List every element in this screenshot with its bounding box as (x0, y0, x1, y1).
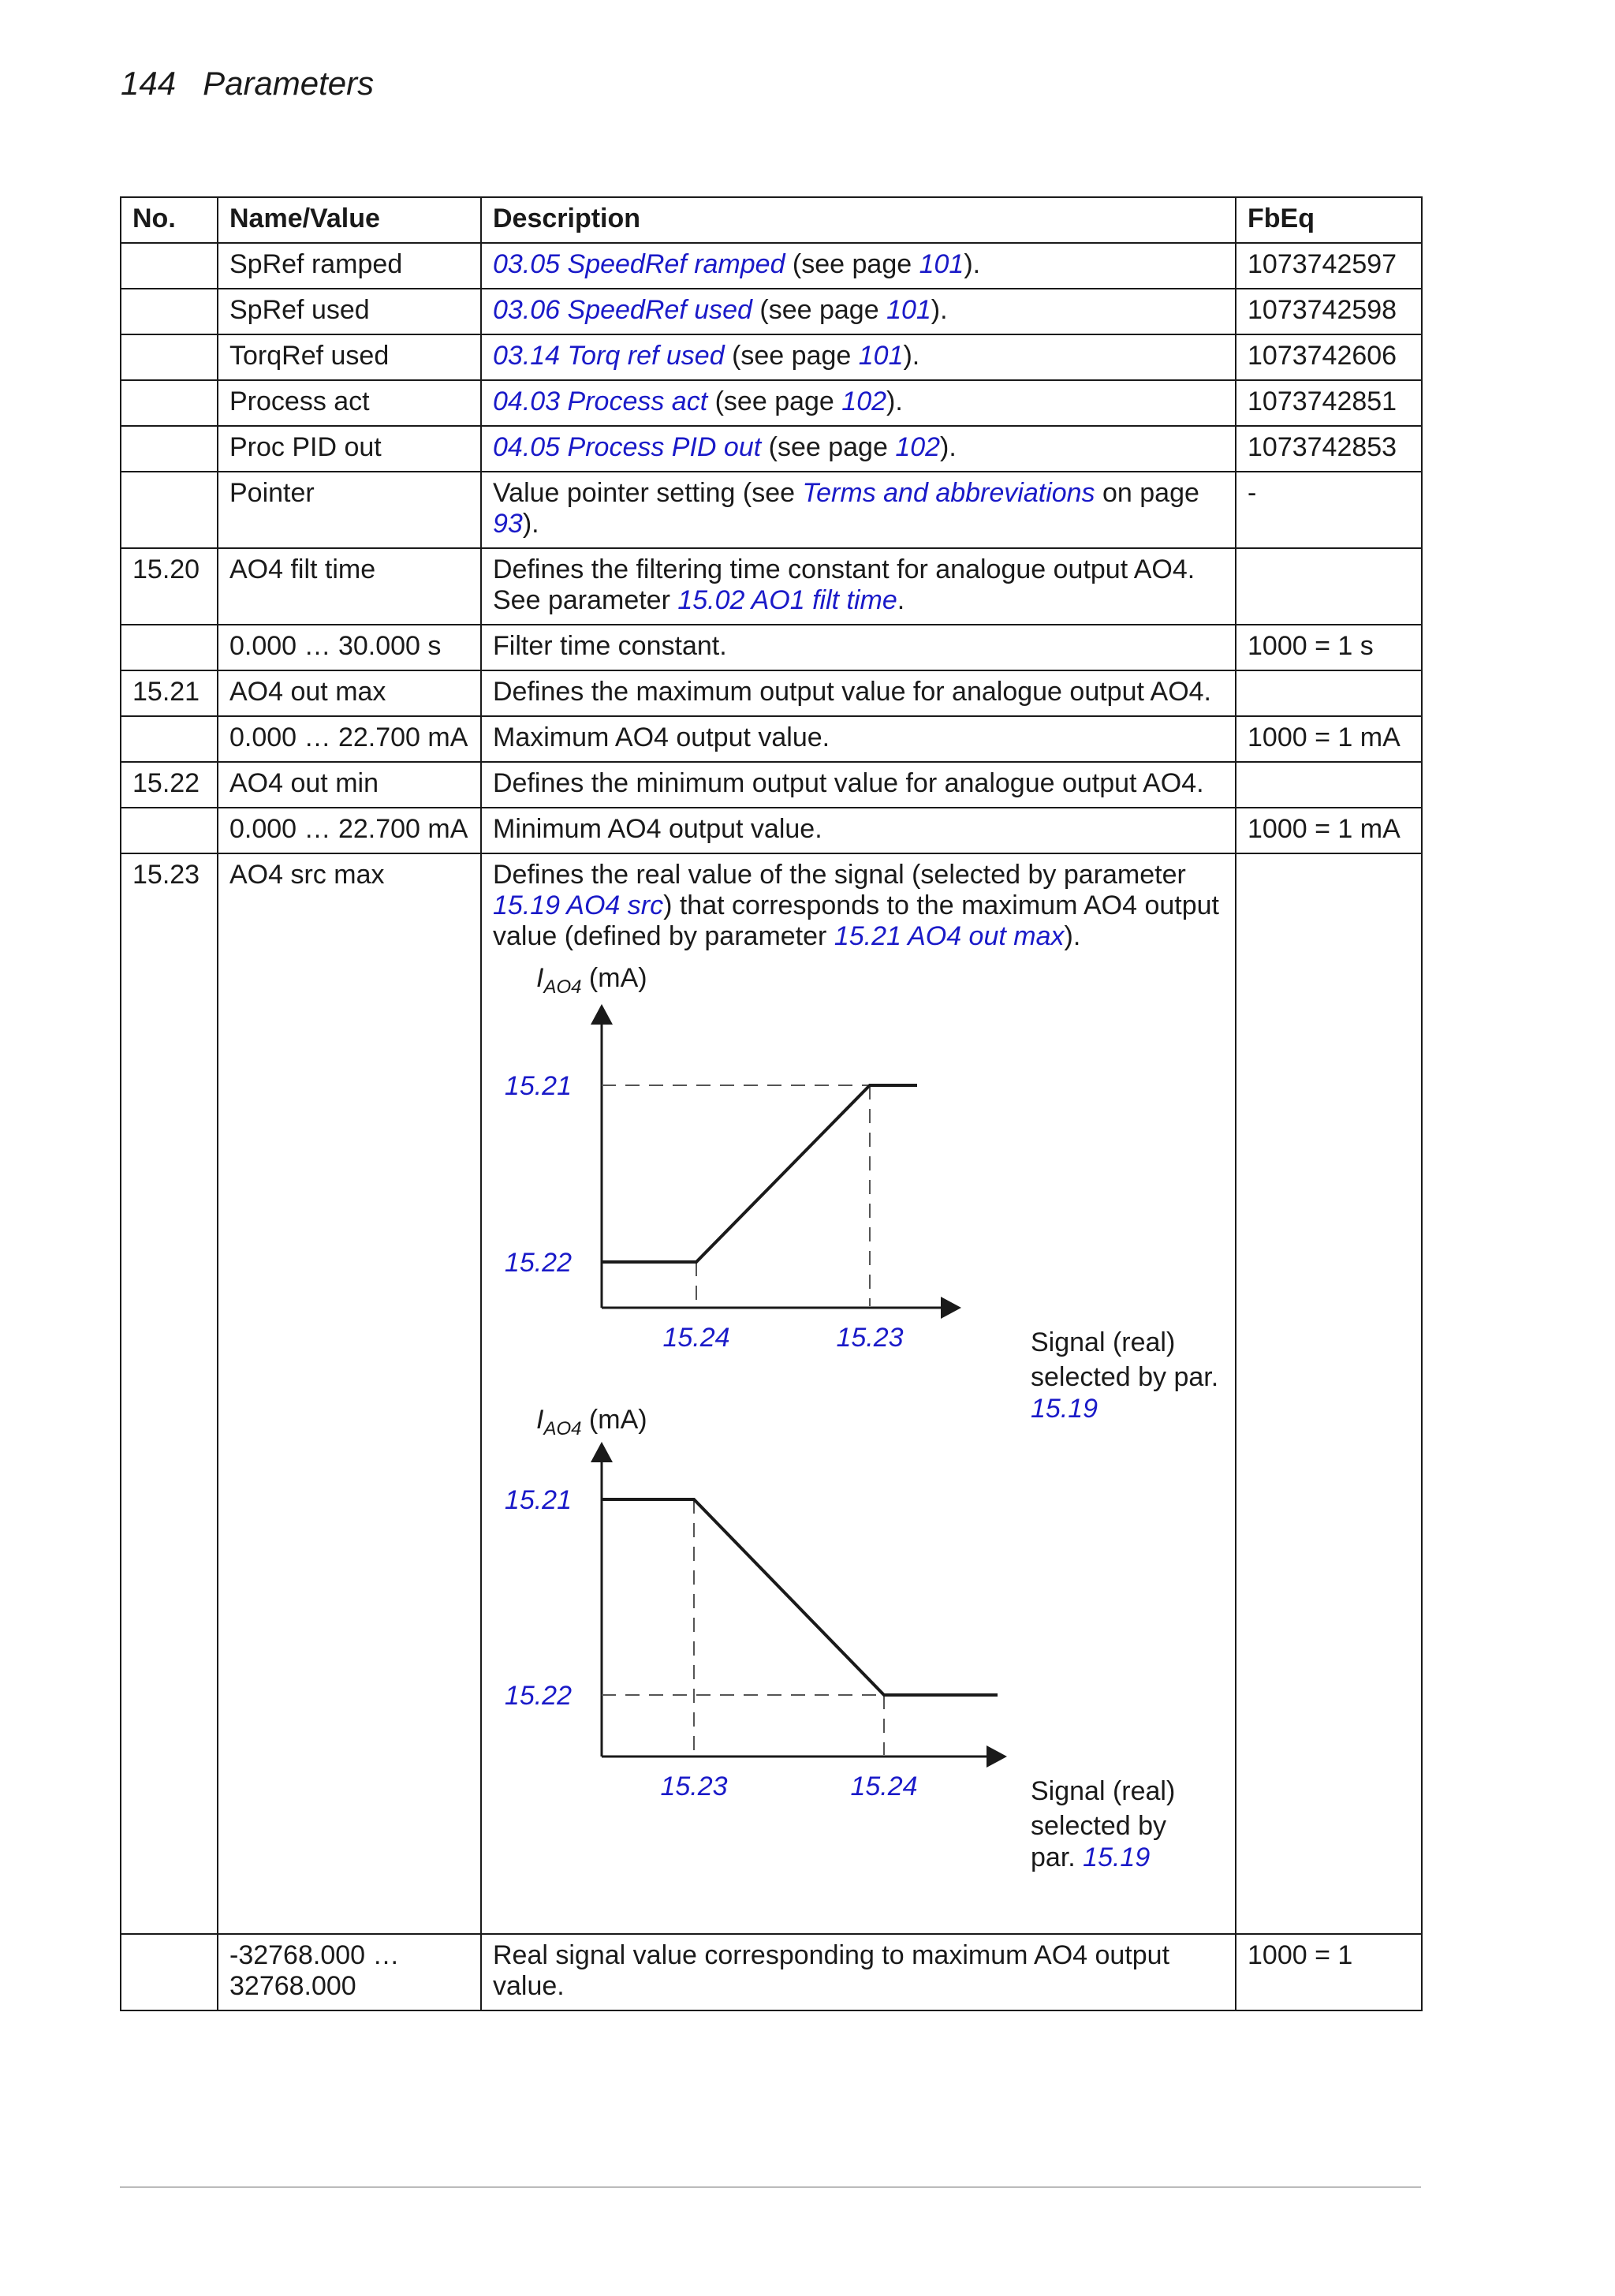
table-row (121, 1934, 1422, 2010)
cell-no (121, 716, 218, 762)
cell-fbeq: 1000 = 1 mA (1236, 808, 1422, 853)
page-link[interactable]: 101 (886, 295, 931, 325)
y-high-label: 15.21 (504, 1071, 572, 1101)
text-fragment: ). (964, 249, 981, 279)
cell-name: AO4 out min (218, 762, 481, 808)
cell-description: Minimum AO4 output value. (481, 808, 1236, 853)
cell-description (481, 243, 1236, 289)
cell-name: AO4 src max (218, 853, 481, 1934)
cell-fbeq: 1073742598 (1236, 289, 1422, 334)
table-header-row (121, 197, 1422, 243)
text-fragment: ) that corresponds to the maximum AO4 output value (defined by parameter (493, 890, 1219, 951)
section-title: Parameters (203, 65, 375, 102)
signal-label-line3: par. 15.19 (1031, 1842, 1151, 1872)
signal-label-ref: 15.19 (1031, 1394, 1098, 1424)
cell-no (121, 243, 218, 289)
cell-fbeq: 1000 = 1 s (1236, 625, 1422, 670)
cell-no: 15.20 (121, 548, 218, 625)
x-first-label: 15.23 (660, 1771, 728, 1801)
text-fragment: ). (903, 341, 920, 371)
diagram-increasing (505, 963, 1218, 1424)
table-row (121, 426, 1422, 472)
footer-divider (120, 2186, 1421, 2188)
cell-description (481, 380, 1236, 426)
param-link[interactable]: 04.03 Process act (493, 386, 708, 416)
cell-description (481, 289, 1236, 334)
cell-name: Proc PID out (218, 426, 481, 472)
table-row (121, 334, 1422, 380)
cell-description: Defines the minimum output value for analogue output AO4. (481, 762, 1236, 808)
param-link[interactable]: 03.05 SpeedRef ramped (493, 249, 785, 279)
page-number: 144 (121, 65, 177, 102)
column-header-fbeq: FbEq (1236, 197, 1422, 243)
page-link[interactable]: 102 (895, 432, 941, 462)
text-fragment: ). (522, 509, 539, 539)
cell-no (121, 380, 218, 426)
param-link[interactable]: 04.05 Process PID out (493, 432, 762, 462)
x-axis-arrow (941, 1297, 961, 1319)
cell-fbeq: 1073742853 (1236, 426, 1422, 472)
cell-no (121, 289, 218, 334)
cell-description (481, 853, 1236, 1934)
cell-fbeq: 1073742597 (1236, 243, 1422, 289)
description-text (493, 860, 1225, 952)
text-fragment: ). (940, 432, 957, 462)
cell-name: SpRef used (218, 289, 481, 334)
signal-label-line1: Signal (real) (1031, 1327, 1176, 1357)
text-fragment: ). (886, 386, 903, 416)
text-fragment: ). (931, 295, 948, 325)
cell-description (481, 334, 1236, 380)
diagram-decreasing (505, 1405, 1175, 1872)
cell-name: 0.000 … 22.700 mA (218, 716, 481, 762)
cell-no: 15.23 (121, 853, 218, 1934)
output-curve (602, 1499, 998, 1695)
table-row (121, 625, 1422, 670)
text-fragment: Defines the filtering time constant for analogue output AO4. See parameter (493, 554, 1195, 615)
cell-name: Process act (218, 380, 481, 426)
cell-name: AO4 out max (218, 670, 481, 716)
param-link[interactable]: 15.02 AO1 filt time (677, 585, 897, 615)
y-axis-label: $I_{AO4}$ (mA) (536, 1405, 647, 1439)
param-link[interactable]: 15.19 AO4 src (493, 890, 664, 920)
x-second-label: 15.24 (850, 1771, 918, 1801)
cell-no (121, 334, 218, 380)
table-row (121, 243, 1422, 289)
table-row (121, 670, 1422, 716)
cell-description: Defines the maximum output value for analogue output AO4. (481, 670, 1236, 716)
cell-description: Maximum AO4 output value. (481, 716, 1236, 762)
y-axis-label: $I_{AO4}$ (mA) (536, 963, 647, 998)
table-row (121, 289, 1422, 334)
table-row (121, 808, 1422, 853)
cell-no (121, 1934, 218, 2010)
column-header-name: Name/Value (218, 197, 481, 243)
param-link[interactable]: 15.21 AO4 out max (834, 921, 1065, 951)
x-second-label: 15.23 (836, 1323, 904, 1353)
cell-name: AO4 filt time (218, 548, 481, 625)
text-fragment: . (897, 585, 905, 615)
cell-name: SpRef ramped (218, 243, 481, 289)
section-link[interactable]: Terms and abbreviations (802, 478, 1095, 508)
text-fragment: (see page (785, 249, 919, 279)
signal-label-line2: selected by par. (1031, 1362, 1219, 1392)
text-fragment: Defines the real value of the signal (selected by parameter (493, 860, 1186, 890)
cell-fbeq (1236, 853, 1422, 1934)
y-low-label: 15.22 (504, 1248, 572, 1278)
page-link[interactable]: 93 (493, 509, 523, 539)
text-fragment: (see page (761, 432, 896, 462)
cell-name: Pointer (218, 472, 481, 548)
ao4-scaling-diagram (493, 963, 1226, 1925)
cell-no (121, 426, 218, 472)
table-row (121, 853, 1422, 1934)
table-row (121, 380, 1422, 426)
text-fragment: (see page (724, 341, 859, 371)
column-header-description: Description (481, 197, 1236, 243)
cell-name: -32768.000 … 32768.000 (218, 1934, 481, 2010)
y-high-label: 15.21 (504, 1485, 572, 1515)
cell-fbeq: 1000 = 1 mA (1236, 716, 1422, 762)
table-row (121, 762, 1422, 808)
page-header (121, 65, 374, 103)
parameter-table (120, 196, 1423, 2011)
cell-description (481, 548, 1236, 625)
cell-no: 15.22 (121, 762, 218, 808)
cell-description: Real signal value corresponding to maximum AO4 output value. (481, 1934, 1236, 2010)
x-first-label: 15.24 (662, 1323, 730, 1353)
table-row (121, 472, 1422, 548)
cell-description: Filter time constant. (481, 625, 1236, 670)
cell-fbeq (1236, 670, 1422, 716)
text-fragment: on page (1095, 478, 1199, 508)
page-link[interactable]: 101 (919, 249, 964, 279)
y-axis-arrow (591, 1004, 613, 1025)
cell-fbeq: - (1236, 472, 1422, 548)
column-header-no: No. (121, 197, 218, 243)
y-low-label: 15.22 (504, 1681, 572, 1711)
cell-fbeq: 1000 = 1 (1236, 1934, 1422, 2010)
y-axis-arrow (591, 1442, 613, 1462)
table-row (121, 548, 1422, 625)
cell-no (121, 625, 218, 670)
text-fragment: ). (1064, 921, 1081, 951)
cell-fbeq: 1073742606 (1236, 334, 1422, 380)
param-link[interactable]: 03.14 Torq ref used (493, 341, 725, 371)
x-axis-arrow (987, 1745, 1007, 1768)
table-row (121, 716, 1422, 762)
cell-fbeq (1236, 548, 1422, 625)
text-fragment: Value pointer setting (see (493, 478, 803, 508)
cell-fbeq: 1073742851 (1236, 380, 1422, 426)
cell-no: 15.21 (121, 670, 218, 716)
signal-label-line1: Signal (real) (1031, 1776, 1176, 1806)
text-fragment: (see page (707, 386, 842, 416)
cell-fbeq (1236, 762, 1422, 808)
cell-no (121, 808, 218, 853)
cell-name: TorqRef used (218, 334, 481, 380)
cell-description (481, 426, 1236, 472)
cell-description (481, 472, 1236, 548)
text-fragment: (see page (752, 295, 887, 325)
page-link[interactable]: 101 (858, 341, 904, 371)
cell-no (121, 472, 218, 548)
cell-name: 0.000 … 22.700 mA (218, 808, 481, 853)
param-link[interactable]: 03.06 SpeedRef used (493, 295, 752, 325)
cell-name: 0.000 … 30.000 s (218, 625, 481, 670)
signal-label-line2: selected by (1031, 1811, 1166, 1841)
page-link[interactable]: 102 (841, 386, 887, 416)
